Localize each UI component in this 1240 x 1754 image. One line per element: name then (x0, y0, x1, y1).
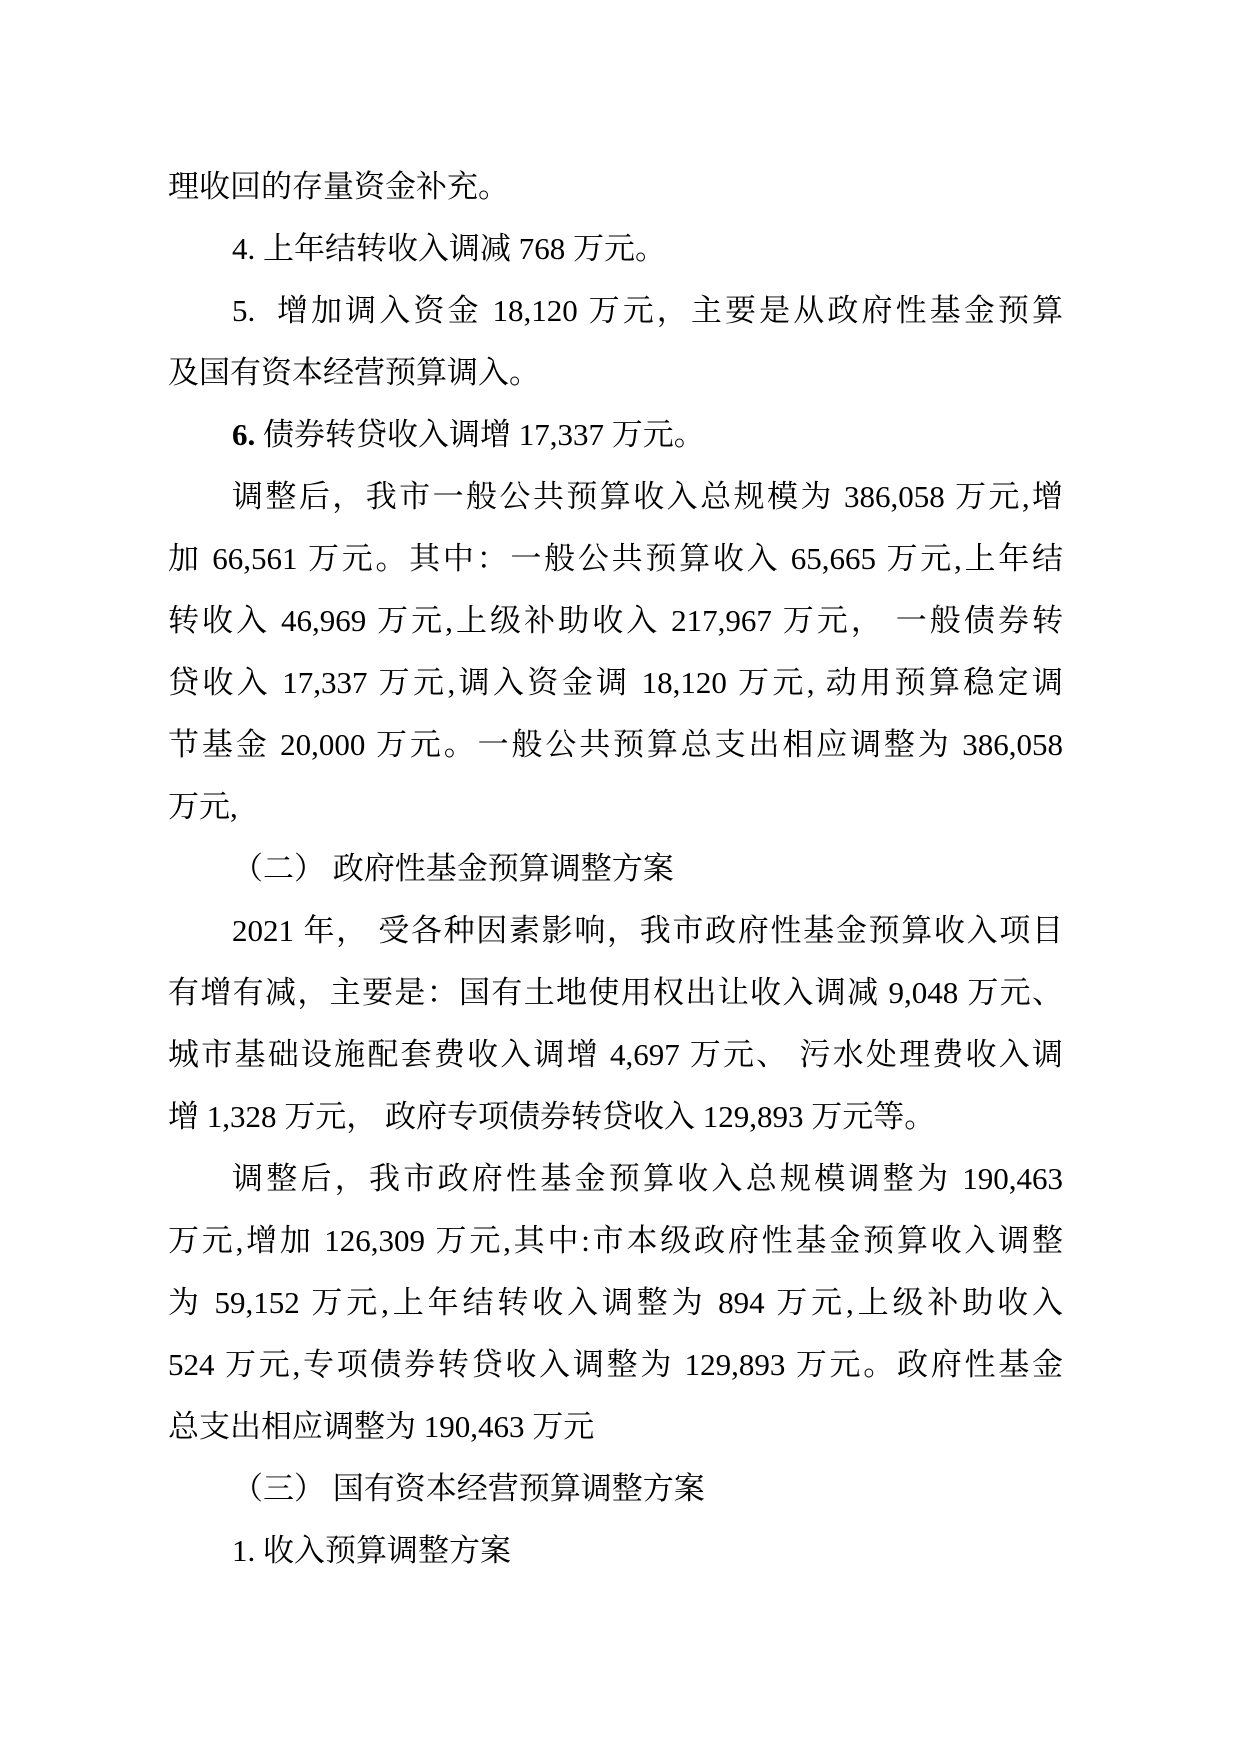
text-line: 节基金 20,000 万元。一般公共预算总支出相应调整为 386,058 (168, 727, 1063, 762)
text-line: 加 66,561 万元。其中：一般公共预算收入 65,665 万元,上年结 (168, 541, 1063, 576)
list-number-6: 6. (232, 417, 256, 452)
text-line: 城市基础设施配套费收入调增 4,697 万元、 污水处理费收入调 (168, 1037, 1063, 1072)
section-heading-2: （二） 政府性基金预算调整方案 (232, 851, 674, 886)
text-line: 贷收入 17,337 万元,调入资金调 18,120 万元, 动用预算稳定调 (168, 665, 1063, 700)
text-line: 及国有资本经营预算调入。 (168, 355, 540, 390)
list-item-5: 5. 增加调入资金 18,120 万元，主要是从政府性基金预算 (232, 293, 1063, 328)
text-line: 为 59,152 万元,上年结转收入调整为 894 万元,上级补助收入 (168, 1285, 1063, 1320)
text-line: 调整后，我市政府性基金预算收入总规模调整为 190,463 (232, 1161, 1063, 1196)
text-line: 524 万元,专项债券转贷收入调整为 129,893 万元。政府性基金 (168, 1347, 1063, 1382)
list-item-4: 4. 上年结转收入调减 768 万元。 (232, 231, 666, 266)
text-line: 转收入 46,969 万元,上级补助收入 217,967 万元， 一般债券转 (168, 603, 1063, 638)
text-line: 2021 年， 受各种因素影响，我市政府性基金预算收入项目 (232, 913, 1063, 948)
text-line: 理收回的存量资金补充。 (168, 169, 509, 204)
list-item-6-text: 债券转贷收入调增 17,337 万元。 (255, 417, 705, 452)
list-item-6 (168, 404, 1063, 466)
text-line: 总支出相应调整为 190,463 万元 (168, 1409, 595, 1444)
text-line: 万元, (168, 789, 238, 824)
text-line: 调整后，我市一般公共预算收入总规模为 386,058 万元,增 (232, 479, 1063, 514)
text-line: 有增有减，主要是：国有土地使用权出让收入调减 9,048 万元、 (168, 975, 1063, 1010)
text-line: 万元,增加 126,309 万元,其中:市本级政府性基金预算收入调整 (168, 1223, 1063, 1258)
document-text-block (168, 156, 1063, 1582)
section-heading-3: （三） 国有资本经营预算调整方案 (232, 1471, 705, 1506)
text-line: 增 1,328 万元， 政府专项债券转贷收入 129,893 万元等。 (168, 1099, 936, 1134)
subsection-heading-revenue: 1. 收入预算调整方案 (232, 1533, 511, 1568)
